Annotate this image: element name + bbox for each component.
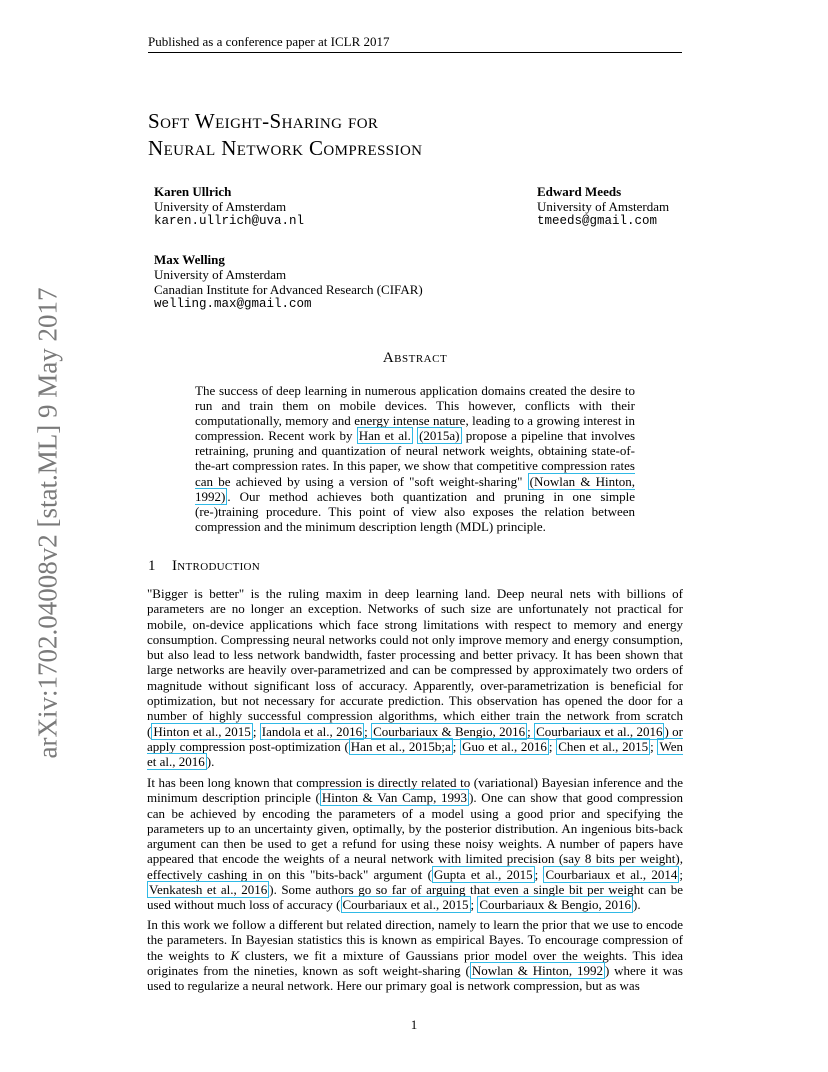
citation-link[interactable]: Chen et al., 2015 <box>558 738 649 754</box>
author-block-2 <box>537 184 669 229</box>
citation-link[interactable]: (2015a) <box>419 428 460 444</box>
paragraph-text: ). <box>633 897 641 913</box>
paragraph-text: In this work we follow a different but related direction, namely to learn the prior that we use to encode the parameters. In Bayesian statistics this is known as empirical Bayes. To encourage compression of the weights to <box>147 917 683 963</box>
separator: ; <box>470 897 478 913</box>
author-affiliation-2: Canadian Institute for Advanced Research (CIFAR) <box>154 282 423 297</box>
citation-link[interactable]: Courbariaux & Bengio, 2016 <box>373 723 526 739</box>
paragraph-text: It has been long known that compression is directly related to (variational) Bayesian inference and the minimum description principle ( <box>147 775 683 806</box>
math-variable-k: K <box>230 947 240 963</box>
author-affiliation: University of Amsterdam <box>537 199 670 214</box>
citation-link[interactable]: Hinton & Van Camp, 1993 <box>321 790 468 806</box>
citation-link[interactable]: Hinton et al., 2015 <box>153 723 251 739</box>
intro-paragraph-3 <box>147 917 683 993</box>
author-name: Max Welling <box>154 252 225 267</box>
separator: ; <box>364 723 372 739</box>
separator: ; <box>452 738 461 754</box>
citation-link[interactable]: Han et al., 2015b;a <box>350 738 451 754</box>
citation-link[interactable]: Gupta et al., 2015 <box>433 866 533 882</box>
citation-link[interactable]: Courbariaux & Bengio, 2016 <box>479 897 632 913</box>
section-number: 1 <box>148 558 156 574</box>
abstract-heading: Abstract <box>382 350 448 366</box>
author-email[interactable]: welling.max@gmail.com <box>154 297 312 311</box>
title-line-2: Neural Network Compression <box>148 136 423 160</box>
citation-link[interactable]: Courbariaux et al., 2015 <box>342 897 469 913</box>
citation-link[interactable]: Venkatesh et al., 2016 <box>149 882 268 898</box>
paragraph-text: "Bigger is better" is the ruling maxim in deep learning land. Deep neural nets with billions of parameters are no longer an exception. Networks of such size are unfortunately not practical for mobile, on-device applications which face strong limitations with respect to memory and energy consumption. Compressing neural networks could not only improve memory and energy consumption, but also lead to less network bandwidth, faster processing and better privacy. It has been shown that large networks are heavily over-parametrized and can be compressed by approximately two orders of magnitude without significant loss of accuracy. Apparently, over-parametrization is beneficial for optimization, but not necessary for accurate prediction. This observation has opened the door for a number of highly successful compression algorithms, which either train the network from scratch ( <box>147 586 683 739</box>
citation-link[interactable]: Han et al. <box>358 428 411 444</box>
title-line-1: Soft Weight-Sharing for <box>148 109 379 133</box>
separator: ; <box>527 723 535 739</box>
author-email[interactable]: tmeeds@gmail.com <box>537 214 658 228</box>
author-affiliation: University of Amsterdam <box>154 267 287 282</box>
page-number: 1 <box>410 1017 418 1032</box>
arxiv-sidebar-stamp <box>28 278 68 768</box>
abstract-body <box>195 383 635 534</box>
separator: ; <box>548 738 557 754</box>
separator: ; <box>679 866 683 882</box>
section-heading <box>148 558 260 575</box>
arxiv-identifier: arXiv:1702.04008v2 [stat.ML] 9 May 2017 <box>32 287 63 759</box>
author-affiliation: University of Amsterdam <box>154 199 287 214</box>
citation-link[interactable]: Courbariaux et al., 2016 <box>536 723 663 739</box>
separator: ; <box>252 723 260 739</box>
citation-link[interactable]: Nowlan & Hinton, 1992 <box>471 962 603 978</box>
abstract-text: The success of deep learning in numerous application domains created the desire to run and train them on mobile devices. This however, conflicts with their computationally, memory and energy intense nature, leading to a growing interest in compression. Recent work by <box>195 383 635 444</box>
paragraph-text: clusters, we fit a mixture of Gaussians prior model over the weights. This idea originates from the nineties, known as soft weight-sharing ( <box>147 947 683 978</box>
abstract-text: . Our method achieves both quantization and pruning in one simple (re-)training procedure. This point of view also exposes the relation between compression and the minimum description length (MDL) principle. <box>195 488 635 534</box>
paragraph-text: ). <box>206 754 215 770</box>
paragraph-text: ). One can show that good compression can be achieved by encoding the parameters of a model using a good prior and specifying the parameters up to an uncertainty given, optimally, by the posterior distribution. An ingenious bits-back argument can then be used to get a refund for using these noisy weights. A number of papers have appeared that encode the weights of a neural network with limited precision (say 8 bits per weight), effectively cashing in on this "bits-back" argument ( <box>147 790 684 882</box>
citation-link[interactable]: Wen et al., 2016 <box>147 738 683 770</box>
citation-link[interactable]: Guo et al., 2016 <box>462 738 547 754</box>
paragraph-text: ). Some authors go so far of arguing that even a single bit per weight can be used without much loss of accuracy ( <box>147 882 684 913</box>
running-header: Published as a conference paper at ICLR 2017 <box>148 34 682 53</box>
paragraph-text: ) or apply compression post-optimization ( <box>147 723 683 754</box>
abstract-text: propose a pipeline that involves retraining, pruning and quantization of neural network weights, obtaining state-of-the-art compression rates. In this paper, we show that competitive compression rates can be achieved by using a version of "soft weight-sharing" <box>195 428 636 489</box>
separator: ; <box>650 738 658 754</box>
author-email[interactable]: karen.ullrich@uva.nl <box>154 214 305 228</box>
author-block-3 <box>154 252 423 312</box>
author-name: Karen Ullrich <box>154 184 232 199</box>
paragraph-text: ) where it was used to regularize a neural network. Here our primary goal is network compression, but as was <box>147 962 683 994</box>
section-title: Introduction <box>172 558 261 574</box>
paper-title <box>148 108 422 162</box>
intro-paragraph-2 <box>147 775 683 913</box>
citation-link[interactable]: Courbariaux et al., 2014 <box>545 866 678 882</box>
citation-link[interactable]: (Nowlan & Hinton, 1992) <box>195 473 635 504</box>
citation-link[interactable]: Iandola et al., 2016 <box>261 723 363 739</box>
separator: ; <box>534 866 544 882</box>
author-name: Edward Meeds <box>537 184 622 199</box>
intro-paragraph-1 <box>147 586 683 770</box>
author-block-1 <box>154 184 304 229</box>
